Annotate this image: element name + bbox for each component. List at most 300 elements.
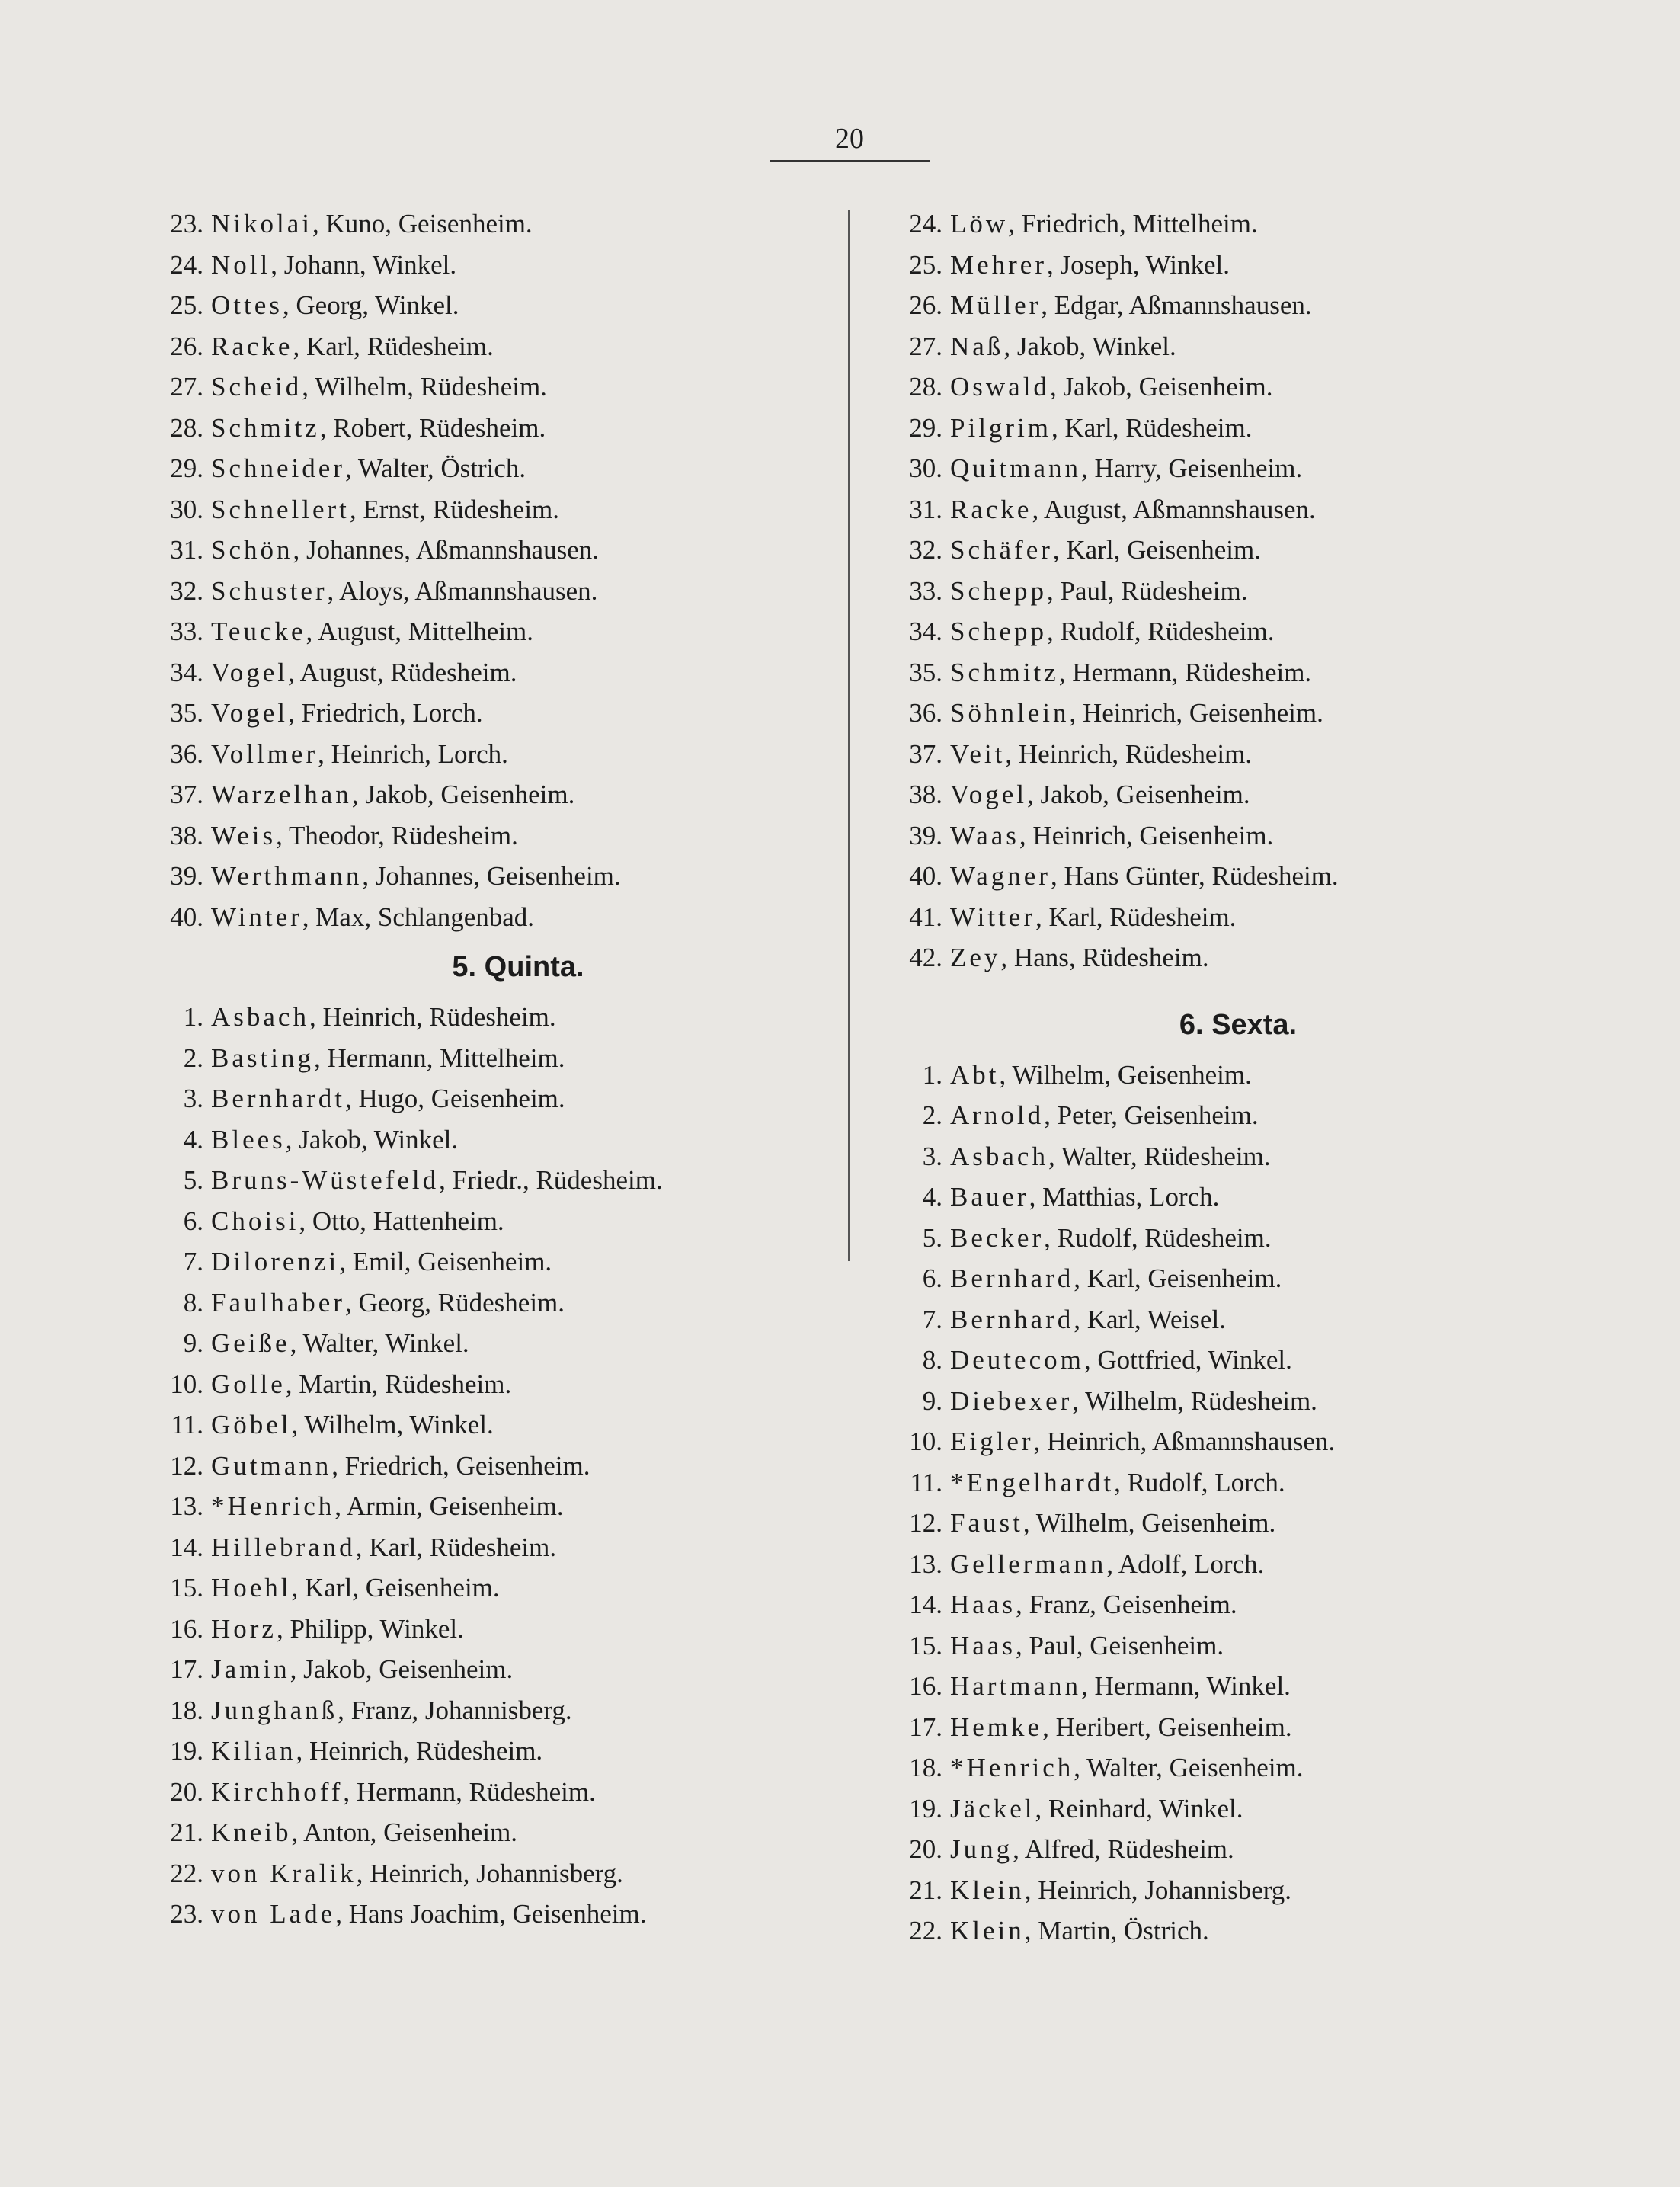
list-item (872, 1788, 1558, 1830)
entry-number: 1. (183, 1002, 203, 1032)
entry-details: , Martin, Östrich. (1024, 1916, 1209, 1945)
entry-details: , Hugo, Geisenheim. (344, 1084, 565, 1113)
list-item (872, 1625, 1558, 1667)
entry-text (211, 367, 547, 408)
entry-number: 35. (170, 698, 203, 728)
entry-details: , Gottfried, Winkel. (1083, 1345, 1292, 1375)
entry-text (950, 1829, 1234, 1870)
entry-text (950, 1055, 1252, 1096)
entry-text (211, 1772, 596, 1813)
entry-number: 15. (909, 1630, 942, 1660)
entry-details: , Martin, Rüdesheim. (285, 1369, 512, 1399)
list-item (133, 1731, 842, 1772)
entry-number: 28. (909, 372, 942, 402)
entry-number: 13. (909, 1548, 942, 1579)
entry-surname: Hoehl (211, 1573, 292, 1603)
entry-details: , Karl, Rüdesheim. (355, 1532, 557, 1562)
entry-number: 23. (170, 1899, 203, 1929)
entry-surname: Teucke (211, 616, 306, 646)
entry-number: 5. (922, 1222, 942, 1253)
list-item (133, 1201, 842, 1242)
list-item (133, 997, 842, 1038)
entry-number: 25. (909, 249, 942, 280)
entry-text (211, 652, 517, 693)
entry-number: 37. (909, 738, 942, 769)
entry-surname: *Engelhardt (950, 1467, 1115, 1497)
entry-surname: Vogel (211, 657, 289, 687)
entry-text (950, 448, 1302, 489)
entry-surname: Warzelhan (211, 780, 352, 809)
entry-text (950, 1095, 1259, 1136)
entry-surname: Gutmann (211, 1450, 332, 1481)
entry-number: 28. (170, 412, 203, 443)
list-item (133, 856, 842, 897)
entry-text (211, 693, 483, 734)
entry-text (211, 326, 494, 367)
entry-number: 30. (909, 453, 942, 483)
entry-number: 7. (922, 1304, 942, 1334)
list-item (133, 1853, 842, 1894)
entry-text (950, 1870, 1291, 1911)
entry-number: 26. (170, 331, 203, 361)
page-number: 20 (770, 122, 930, 162)
list-item (872, 1584, 1558, 1625)
entry-details: , Heinrich, Aßmannshausen. (1033, 1427, 1336, 1456)
entry-details: , Georg, Rüdesheim. (344, 1287, 565, 1318)
entry-surname: Schnellert (211, 494, 350, 524)
student-list (872, 1055, 1558, 1952)
entry-details: , Karl, Geisenheim. (291, 1573, 500, 1603)
list-item (133, 611, 842, 652)
entry-surname: Schuster (211, 575, 328, 606)
entry-surname: Jung (950, 1834, 1013, 1864)
entry-details: , Jakob, Winkel. (285, 1124, 459, 1154)
entry-details: , Hermann, Winkel. (1080, 1671, 1291, 1701)
list-item (872, 489, 1558, 530)
entry-surname: Asbach (211, 1002, 309, 1032)
entry-details: , August, Rüdesheim. (288, 657, 517, 687)
entry-details: , Rudolf, Rüdesheim. (1047, 616, 1275, 646)
entry-details: , Hermann, Rüdesheim. (1058, 657, 1312, 687)
entry-text (211, 1038, 565, 1079)
entry-text (211, 815, 518, 857)
entry-surname: Klein (950, 1916, 1025, 1945)
entry-details: , Emil, Geisenheim. (339, 1247, 552, 1276)
list-item (872, 1218, 1558, 1259)
list-item (872, 367, 1558, 408)
entry-number: 19. (909, 1793, 942, 1824)
list-item (133, 1894, 842, 1935)
entry-text (950, 489, 1316, 530)
entry-text (211, 1486, 564, 1527)
entry-details: , Karl, Rüdesheim. (293, 331, 494, 361)
entry-surname: Schmitz (950, 657, 1059, 687)
entry-text (950, 1381, 1317, 1422)
entry-surname: Dilorenzi (211, 1247, 340, 1276)
entry-details: , Heinrich, Geisenheim. (1069, 698, 1323, 728)
entry-surname: Gellermann (950, 1548, 1107, 1579)
entry-surname: Bernhard (950, 1304, 1074, 1334)
entry-surname: Diebexer (950, 1385, 1073, 1416)
entry-surname: Basting (211, 1042, 314, 1073)
entry-details: , Edgar, Aßmannshausen. (1041, 290, 1312, 320)
student-list (133, 997, 842, 1935)
entry-details: , Heinrich, Rüdesheim. (309, 1002, 556, 1032)
entry-number: 2. (922, 1100, 942, 1130)
entry-number: 32. (170, 575, 203, 606)
entry-text (950, 1666, 1291, 1707)
entry-number: 9. (922, 1385, 942, 1416)
entry-text (211, 1649, 513, 1690)
entry-surname: Racke (950, 494, 1032, 524)
entry-text (950, 1788, 1243, 1830)
entry-number: 36. (909, 698, 942, 728)
entry-number: 1. (922, 1059, 942, 1090)
entry-surname: Bernhard (950, 1263, 1074, 1293)
entry-text (950, 734, 1252, 775)
entry-text (950, 815, 1273, 857)
entry-text (950, 1747, 1304, 1788)
entry-number: 10. (170, 1369, 203, 1399)
entry-surname: Winter (211, 901, 302, 932)
entry-number: 6. (183, 1206, 203, 1236)
entry-text (950, 652, 1311, 693)
entry-details: , Franz, Johannisberg. (338, 1695, 572, 1725)
list-item (872, 285, 1558, 326)
entry-surname: Naß (950, 331, 1004, 361)
list-item (133, 897, 842, 938)
list-item (133, 1404, 842, 1446)
list-item (872, 937, 1558, 978)
list-item (133, 1609, 842, 1650)
entry-number: 3. (183, 1084, 203, 1113)
entry-details: , Franz, Geisenheim. (1015, 1590, 1237, 1619)
entry-number: 9. (183, 1328, 203, 1358)
list-item (872, 1870, 1558, 1911)
list-item (872, 245, 1558, 286)
entry-surname: Faust (950, 1508, 1023, 1538)
list-item (133, 1119, 842, 1161)
entry-number: 39. (170, 861, 203, 891)
entry-number: 15. (170, 1573, 203, 1603)
entry-number: 40. (170, 901, 203, 932)
entry-text (211, 245, 456, 286)
list-item (872, 408, 1558, 449)
entry-surname: Müller (950, 290, 1042, 320)
entry-details: , Hans Joachim, Geisenheim. (335, 1899, 647, 1929)
entry-number: 34. (909, 616, 942, 646)
entry-number: 42. (909, 943, 942, 972)
entry-text (211, 530, 599, 571)
entry-surname: Vollmer (211, 738, 318, 769)
entry-number: 33. (909, 575, 942, 606)
entry-surname: Bernhardt (211, 1084, 345, 1113)
entry-number: 24. (170, 249, 203, 280)
list-item (133, 1160, 842, 1201)
entry-details: , Jakob, Geisenheim. (351, 780, 575, 809)
entry-details: , Ernst, Rüdesheim. (349, 494, 560, 524)
entry-surname: Veit (950, 738, 1006, 769)
entry-surname: Arnold (950, 1100, 1045, 1130)
list-item (133, 1567, 842, 1609)
list-item (133, 774, 842, 815)
entry-number: 29. (909, 412, 942, 443)
entry-number: 4. (922, 1182, 942, 1212)
entry-number: 25. (170, 290, 203, 320)
entry-surname: Horz (211, 1613, 277, 1644)
entry-surname: Kneib (211, 1817, 292, 1847)
entry-text (950, 774, 1250, 815)
entry-number: 40. (909, 861, 942, 891)
entry-number: 8. (922, 1345, 942, 1375)
entry-surname: Vogel (950, 780, 1028, 809)
list-item (872, 693, 1558, 734)
list-item (133, 652, 842, 693)
list-item (872, 1299, 1558, 1340)
entry-number: 29. (170, 453, 203, 483)
entry-surname: Scheid (211, 372, 302, 402)
entry-surname: Nikolai (211, 209, 312, 239)
entry-details: , Jakob, Geisenheim. (1027, 780, 1250, 809)
entry-surname: Vogel (211, 698, 289, 728)
entry-number: 21. (909, 1875, 942, 1905)
entry-surname: Blees (211, 1124, 286, 1154)
entry-surname: Hartmann (950, 1671, 1081, 1701)
entry-text (211, 856, 621, 897)
entry-surname: von Lade (211, 1899, 336, 1929)
entry-number: 37. (170, 780, 203, 809)
entry-text (211, 408, 546, 449)
entry-text (211, 1160, 663, 1201)
entry-number: 38. (170, 820, 203, 850)
entry-text (211, 1690, 572, 1731)
entry-surname: Söhnlein (950, 698, 1070, 728)
list-item (872, 203, 1558, 245)
entry-surname: Geiße (211, 1328, 290, 1358)
entry-surname: Göbel (211, 1410, 292, 1439)
entry-text (950, 1503, 1275, 1544)
list-item (133, 448, 842, 489)
entry-number: 18. (909, 1753, 942, 1782)
entry-details: , Anton, Geisenheim. (291, 1817, 518, 1847)
entry-details: , Harry, Geisenheim. (1080, 453, 1303, 483)
entry-number: 27. (909, 331, 942, 361)
entry-surname: *Henrich (211, 1491, 335, 1521)
entry-surname: Schön (211, 535, 293, 565)
list-item (872, 856, 1558, 897)
list-item (133, 285, 842, 326)
entry-details: , Karl, Rüdesheim. (1051, 412, 1253, 443)
entry-surname: Noll (211, 249, 271, 280)
entry-details: , Alfred, Rüdesheim. (1013, 1834, 1234, 1864)
entry-surname: Hemke (950, 1711, 1043, 1742)
list-item (133, 815, 842, 857)
entry-surname: Kilian (211, 1736, 296, 1766)
entry-number: 38. (909, 780, 942, 809)
entry-number: 21. (170, 1817, 203, 1847)
entry-details: , Kuno, Geisenheim. (312, 209, 533, 239)
list-item (133, 1527, 842, 1568)
entry-details: , Walter, Östrich. (344, 453, 526, 483)
entry-details: , Joseph, Winkel. (1047, 249, 1230, 280)
list-item (872, 1462, 1558, 1503)
entry-text (950, 897, 1236, 938)
entry-number: 32. (909, 535, 942, 565)
entry-text (950, 245, 1230, 286)
list-item (133, 408, 842, 449)
entry-surname: Jäckel (950, 1793, 1035, 1824)
entry-text (211, 1078, 565, 1119)
list-item (133, 489, 842, 530)
entry-number: 6. (922, 1263, 942, 1293)
entry-number: 11. (910, 1467, 942, 1497)
entry-text (211, 489, 559, 530)
entry-number: 18. (170, 1695, 203, 1725)
entry-number: 3. (922, 1141, 942, 1171)
entry-text (211, 997, 556, 1038)
entry-details: , Friedrich, Geisenheim. (331, 1450, 590, 1481)
entry-details: , Georg, Winkel. (282, 290, 459, 320)
entry-text (211, 1527, 556, 1568)
entry-text (211, 1364, 511, 1405)
entry-surname: Klein (950, 1875, 1025, 1905)
left-column (133, 203, 842, 1935)
entry-surname: Wagner (950, 861, 1051, 891)
entry-surname: von Kralik (211, 1858, 357, 1888)
entry-number: 41. (909, 901, 942, 932)
list-item (133, 1446, 842, 1487)
entry-number: 14. (909, 1590, 942, 1619)
entry-details: , Otto, Hattenheim. (299, 1206, 504, 1236)
entry-number: 2. (183, 1042, 203, 1073)
entry-surname: Löw (950, 209, 1009, 239)
entry-details: , Karl, Weisel. (1074, 1304, 1226, 1334)
entry-surname: Schepp (950, 616, 1048, 646)
entry-text (211, 448, 526, 489)
list-item (133, 1812, 842, 1853)
entry-details: , Wilhelm, Geisenheim. (1022, 1508, 1276, 1538)
entry-text (950, 367, 1273, 408)
entry-text (950, 1258, 1282, 1299)
entry-text (211, 774, 574, 815)
list-item (872, 774, 1558, 815)
entry-text (211, 1894, 646, 1935)
entry-text (950, 1544, 1264, 1585)
entry-details: , Heinrich, Rüdesheim. (296, 1736, 543, 1766)
entry-number: 30. (170, 494, 203, 524)
entry-text (950, 856, 1339, 897)
list-item (133, 245, 842, 286)
entry-text (211, 1282, 565, 1324)
entry-number: 7. (183, 1247, 203, 1276)
list-item (872, 1829, 1558, 1870)
entry-surname: Asbach (950, 1141, 1048, 1171)
list-item (872, 611, 1558, 652)
student-list (872, 203, 1558, 978)
entry-surname: Faulhaber (211, 1287, 345, 1318)
list-item (872, 1258, 1558, 1299)
entry-number: 35. (909, 657, 942, 687)
entry-surname: Zey (950, 943, 1001, 972)
entry-surname: Hillebrand (211, 1532, 356, 1562)
entry-details: , Hermann, Mittelheim. (313, 1042, 565, 1073)
list-item (133, 530, 842, 571)
list-item (872, 1136, 1558, 1177)
entry-surname: Becker (950, 1222, 1045, 1253)
entry-details: , Aloys, Aßmannshausen. (327, 575, 598, 606)
entry-details: , Hans Günter, Rüdesheim. (1050, 861, 1339, 891)
entry-details: , Rudolf, Lorch. (1114, 1467, 1285, 1497)
list-item (133, 1486, 842, 1527)
entry-text (950, 1340, 1292, 1381)
entry-number: 14. (170, 1532, 203, 1562)
list-item (872, 1421, 1558, 1462)
column-divider (848, 210, 850, 1261)
entry-number: 17. (170, 1654, 203, 1684)
entry-text (211, 1323, 469, 1364)
list-item (133, 1323, 842, 1364)
list-item (133, 1772, 842, 1813)
entry-number: 34. (170, 657, 203, 687)
entry-number: 22. (909, 1916, 942, 1945)
entry-details: , Robert, Rüdesheim. (319, 412, 546, 443)
entry-number: 10. (909, 1427, 942, 1456)
entry-details: , Friedrich, Lorch. (288, 698, 483, 728)
entry-details: , Adolf, Lorch. (1106, 1548, 1265, 1579)
entry-surname: Golle (211, 1369, 286, 1399)
entry-surname: Eigler (950, 1427, 1034, 1456)
entry-surname: Kirchhoff (211, 1776, 344, 1807)
entry-number: 20. (170, 1776, 203, 1807)
entry-text (950, 1625, 1224, 1667)
entry-number: 24. (909, 209, 942, 239)
entry-details: , Heinrich, Johannisberg. (1024, 1875, 1292, 1905)
entry-number: 5. (183, 1165, 203, 1195)
entry-details: , Wilhelm, Rüdesheim. (1072, 1385, 1317, 1416)
entry-details: , Wilhelm, Geisenheim. (999, 1059, 1252, 1090)
entry-details: , Reinhard, Winkel. (1035, 1793, 1243, 1824)
entry-details: , Matthias, Lorch. (1029, 1182, 1220, 1212)
entry-text (950, 1421, 1335, 1462)
entry-number: 36. (170, 738, 203, 769)
entry-details: , Paul, Geisenheim. (1015, 1630, 1224, 1660)
section-heading-quinta: 5. Quinta. (452, 951, 584, 983)
list-item (872, 734, 1558, 775)
entry-number: 11. (171, 1410, 203, 1439)
list-item (133, 571, 842, 612)
entry-text (950, 611, 1275, 652)
entry-surname: Witter (950, 901, 1035, 932)
entry-surname: Schneider (211, 453, 345, 483)
list-item (133, 734, 842, 775)
entry-text (950, 571, 1248, 612)
entry-number: 8. (183, 1287, 203, 1318)
entry-surname: Abt (950, 1059, 1000, 1090)
list-item (872, 448, 1558, 489)
entry-details: , Walter, Winkel. (290, 1328, 469, 1358)
entry-surname: Junghanß (211, 1695, 338, 1725)
entry-number: 16. (909, 1671, 942, 1701)
entry-text (950, 937, 1209, 978)
entry-text (950, 1218, 1272, 1259)
entry-number: 31. (909, 494, 942, 524)
entry-text (211, 285, 459, 326)
entry-details: , Heribert, Geisenheim. (1042, 1711, 1292, 1742)
entry-details: , Theodor, Rüdesheim. (276, 820, 518, 850)
entry-details: , Jakob, Geisenheim. (1049, 372, 1273, 402)
entry-number: 31. (170, 535, 203, 565)
list-item (133, 1078, 842, 1119)
